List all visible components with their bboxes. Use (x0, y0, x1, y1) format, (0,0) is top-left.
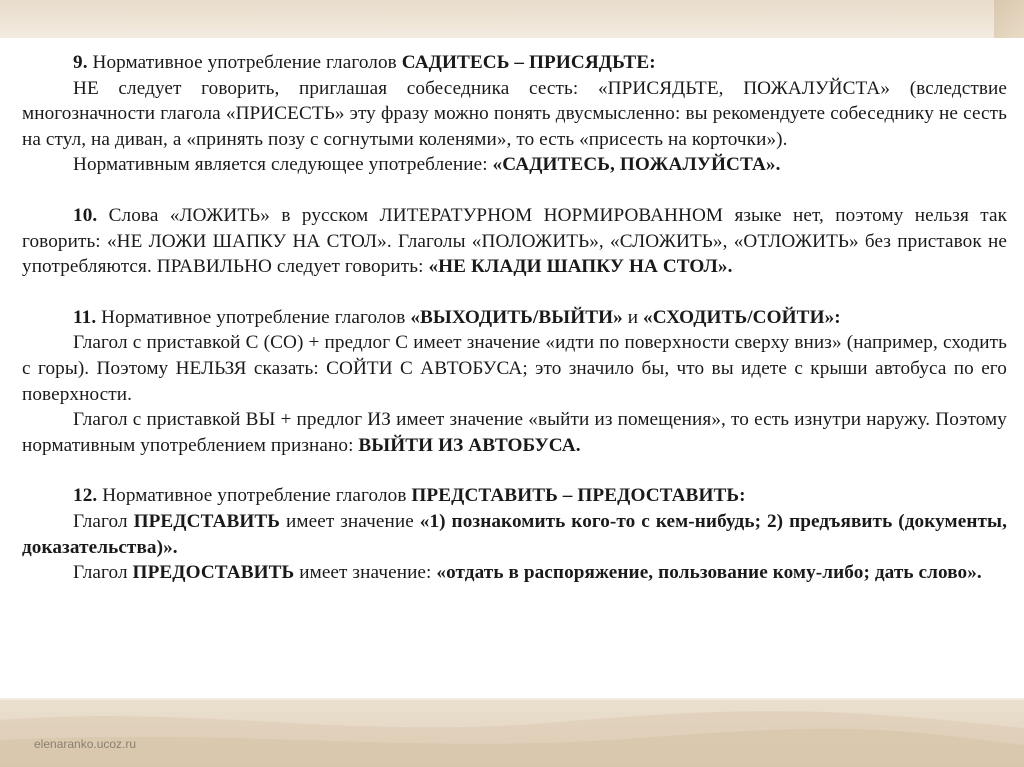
section-heading (22, 305, 1007, 331)
paragraph-text: Глагол (73, 510, 134, 532)
bold-phrase: «1) познакомить кого-то с кем-нибудь; 2) предъявить (документы, доказательства)». (22, 510, 1007, 558)
heading-text: Нормативное употребление глаголов (96, 306, 411, 328)
bold-phrase: «НЕ КЛАДИ ШАПКУ НА СТОЛ». (428, 256, 733, 278)
bold-phrase: «отдать в распоряжение, пользование кому-либо; дать слово». (436, 562, 982, 584)
heading-verbs: «ВЫХОДИТЬ/ВЫЙТИ» (410, 306, 623, 328)
heading-verbs: «СХОДИТЬ/СОЙТИ»: (643, 306, 841, 328)
wave-decoration (0, 700, 1024, 767)
section-11 (22, 305, 1007, 459)
background-bottom (0, 700, 1024, 767)
paragraph (22, 407, 1007, 458)
section-number: 10. (73, 204, 98, 226)
heading-text: и (622, 306, 644, 328)
section-number: 9. (73, 52, 88, 73)
paragraph-text: Глагол с приставкой ВЫ + предлог ИЗ имеет значение «выйти из помещения», то есть изнутри наружу. Поэтому нормативным употреблением признано: (22, 409, 1007, 456)
section-9 (22, 50, 1007, 178)
paragraph-text: Нормативным является следующее употребление: (73, 154, 493, 176)
section-10 (22, 203, 1007, 280)
section-12 (22, 483, 1007, 585)
document-body (22, 50, 1007, 586)
paragraph-text: Слова «ЛОЖИТЬ» в русском ЛИТЕРАТУРНОМ НОРМИРОВАННОМ языке нет, поэтому нельзя так говорить: «НЕ ЛОЖИ ШАПКУ НА СТОЛ». Глаголы «ПОЛОЖИТЬ», «СЛОЖИТЬ», «ОТЛОЖИТЬ» без приставок не употребляются. ПРАВИЛЬНО следует говорить: (22, 204, 1007, 278)
bold-phrase: ПРЕДОСТАВИТЬ (132, 562, 295, 584)
paragraph (22, 560, 1007, 586)
site-url-watermark: elenaranko.ucoz.ru (34, 737, 137, 751)
section-heading (22, 50, 1007, 76)
paragraph (22, 203, 1007, 280)
background-top (0, 0, 1024, 40)
paragraph-text: Глагол (73, 562, 133, 584)
heading-text: Нормативное употребление глаголов (97, 485, 412, 507)
paragraph: НЕ следует говорить, приглашая собеседника сесть: «ПРИСЯДЬТЕ, ПОЖАЛУЙСТА» (вследствие многозначности глагола «ПРИСЕСТЬ» эту фразу можно понять двусмысленно: вы рекомендуете собеседнику не сесть на стул, на диван, а «принять позу с согнутыми коленями», то есть «присесть на корточки»). (22, 77, 1007, 150)
section-heading (22, 483, 1007, 509)
heading-text: Нормативное употребление глаголов (87, 52, 402, 73)
section-number: 12. (73, 485, 98, 507)
paragraph-text: имеет значение (280, 510, 420, 532)
paragraph: Глагол с приставкой С (СО) + предлог С имеет значение «идти по поверхности сверху вниз» (например, сходить с горы). Поэтому НЕЛЬЗЯ сказать: СОЙТИ С АВТОБУСА; это значило бы, что вы идете с крыши автобуса по его поверхности. (22, 332, 1007, 405)
heading-verbs: САДИТЕСЬ – ПРИСЯДЬТЕ: (401, 52, 656, 73)
heading-verbs: ПРЕДСТАВИТЬ – ПРЕДОСТАВИТЬ: (411, 485, 746, 507)
bold-phrase: «САДИТЕСЬ, ПОЖАЛУЙСТА». (492, 154, 781, 176)
section-number: 11. (73, 306, 97, 328)
bold-phrase: ВЫЙТИ ИЗ АВТОБУСА. (358, 434, 581, 456)
paragraph-text: имеет значение: (294, 562, 437, 584)
corner-decoration (994, 0, 1024, 40)
paragraph (22, 509, 1007, 560)
paragraph (22, 152, 1007, 178)
bold-phrase: ПРЕДСТАВИТЬ (133, 510, 281, 532)
